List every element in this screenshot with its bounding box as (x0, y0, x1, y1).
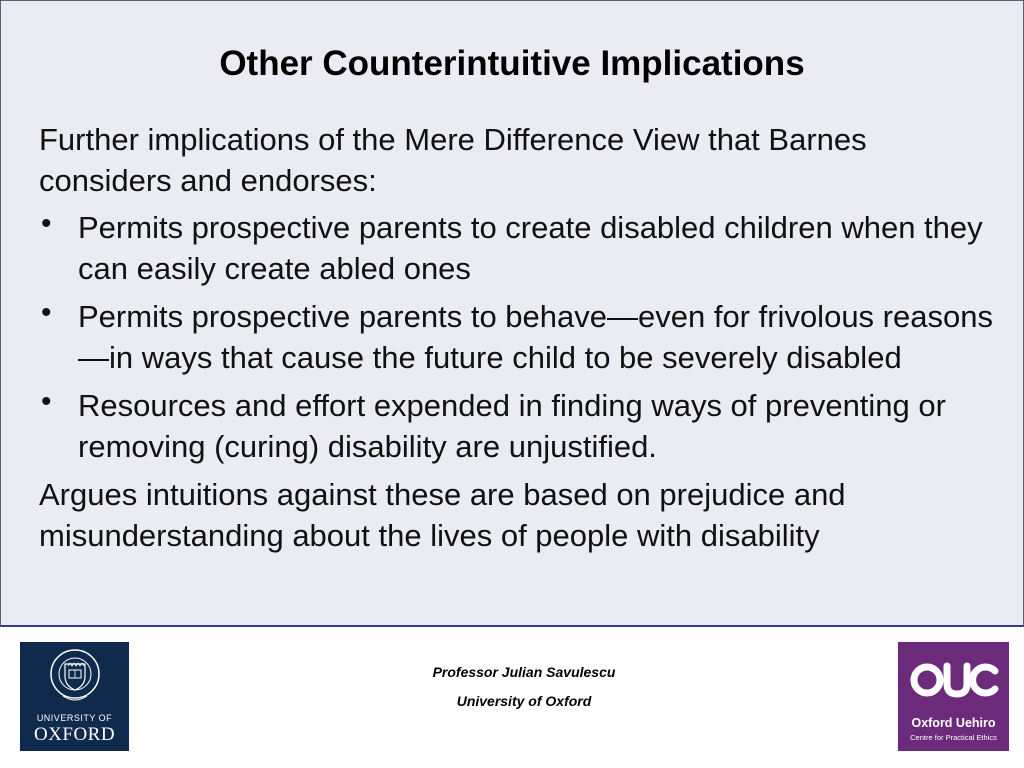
uehiro-logo-line1: Oxford Uehiro (911, 716, 996, 730)
bullet-list (39, 207, 999, 467)
intro-text: Further implications of the Mere Difference View that Barnes considers and endorses: (39, 122, 867, 198)
bullet-text: Permits prospective parents to behave—even for frivolous reasons—in ways that cause the future child to be severely disabled (78, 299, 993, 375)
conclusion-text: Argues intuitions against these are based on prejudice and misunderstanding about the lives of people with disability (39, 477, 846, 553)
bullet-item (39, 207, 999, 289)
presenter-name: Professor Julian Savulescu (432, 664, 616, 680)
bullet-text: Permits prospective parents to create disabled children when they can easily create abled ones (78, 210, 983, 286)
bullet-item (39, 296, 999, 378)
bullet-icon: • (41, 385, 52, 418)
oxford-crest-icon (49, 648, 101, 706)
slide-title: Other Counterintuitive Implications (219, 44, 805, 83)
oxford-logo-line1: UNIVERSITY OF (36, 713, 113, 723)
slide-body (39, 119, 999, 562)
bullet-item (39, 385, 999, 467)
bullet-icon: • (41, 296, 52, 329)
ouc-monogram-icon (907, 658, 1001, 706)
bullet-icon: • (41, 207, 52, 240)
oxford-logo (20, 642, 129, 751)
uehiro-logo (898, 642, 1009, 751)
footer (0, 626, 1024, 768)
institution-name: University of Oxford (456, 693, 592, 709)
credits (324, 658, 724, 716)
oxford-logo-line2: OXFORD (33, 724, 116, 745)
uehiro-logo-line2: Centre for Practical Ethics (910, 733, 997, 742)
bullet-text: Resources and effort expended in finding ways of preventing or removing (curing) disability are unjustified. (78, 388, 946, 464)
